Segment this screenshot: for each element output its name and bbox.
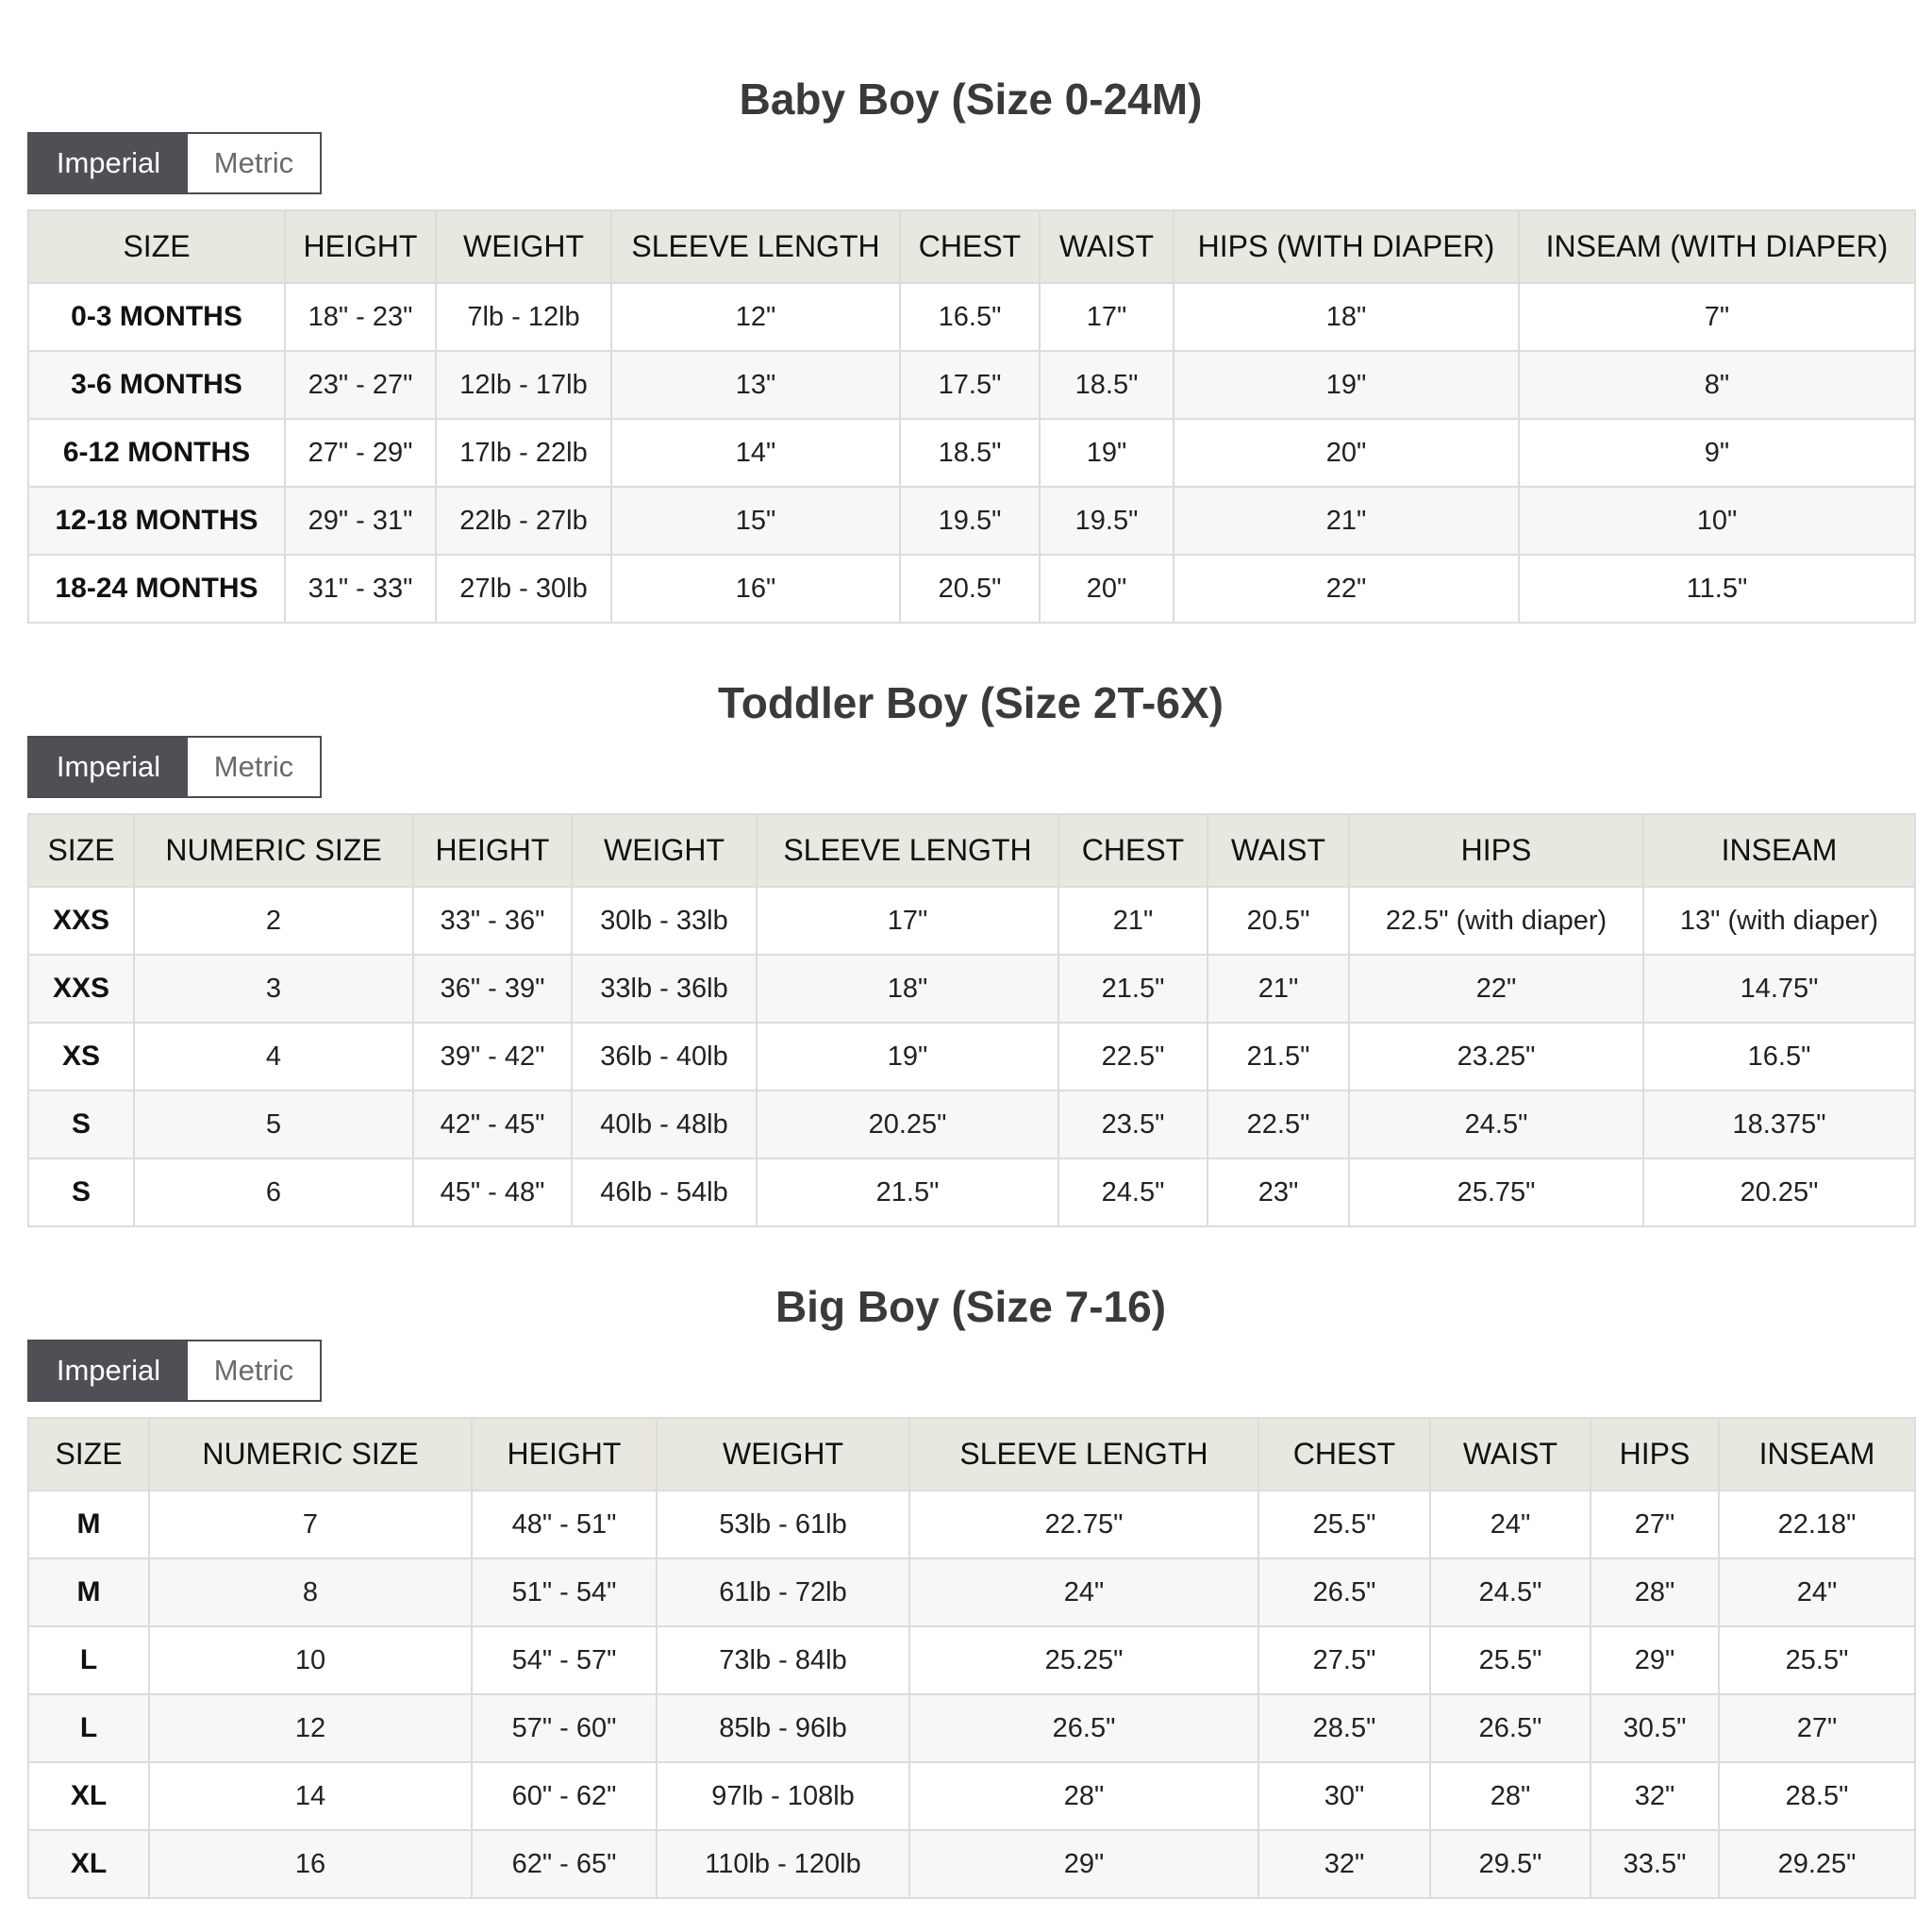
measurement-cell: 22"	[1349, 955, 1643, 1023]
section-title: Baby Boy (Size 0-24M)	[739, 75, 1203, 124]
measurement-cell: 29" - 31"	[285, 487, 436, 555]
measurement-cell: 5	[134, 1091, 413, 1158]
measurement-cell: 33.5"	[1591, 1830, 1719, 1898]
measurement-cell: 7"	[1519, 283, 1915, 351]
measurement-cell: 28.5"	[1258, 1694, 1430, 1762]
measurement-cell: 24.5"	[1349, 1091, 1643, 1158]
measurement-cell: 23.25"	[1349, 1023, 1643, 1091]
size-cell: 6-12 MONTHS	[28, 419, 285, 487]
table-row	[28, 1830, 1915, 1898]
column-header: INSEAM	[1719, 1418, 1915, 1491]
measurement-cell: 30"	[1258, 1762, 1430, 1830]
measurement-cell: 33lb - 36lb	[572, 955, 757, 1023]
measurement-cell: 22.5"	[1058, 1023, 1208, 1091]
measurement-cell: 13" (with diaper)	[1643, 887, 1915, 955]
measurement-cell: 20.5"	[1208, 887, 1349, 955]
measurement-cell: 20.5"	[900, 555, 1040, 623]
measurement-cell: 26.5"	[1430, 1694, 1591, 1762]
measurement-cell: 85lb - 96lb	[657, 1694, 909, 1762]
size-cell: XL	[28, 1762, 149, 1830]
measurement-cell: 39" - 42"	[413, 1023, 572, 1091]
size-cell: L	[28, 1626, 149, 1694]
measurement-cell: 73lb - 84lb	[657, 1626, 909, 1694]
measurement-cell: 36lb - 40lb	[572, 1023, 757, 1091]
measurement-cell: 57" - 60"	[472, 1694, 657, 1762]
measurement-cell: 25.5"	[1430, 1626, 1591, 1694]
measurement-cell: 7	[149, 1491, 472, 1558]
column-header: SIZE	[28, 210, 285, 283]
measurement-cell: 54" - 57"	[472, 1626, 657, 1694]
size-cell: 18-24 MONTHS	[28, 555, 285, 623]
measurement-cell: 16.5"	[1643, 1023, 1915, 1091]
measurement-cell: 8	[149, 1558, 472, 1626]
measurement-cell: 21"	[1208, 955, 1349, 1023]
measurement-cell: 21"	[1174, 487, 1519, 555]
measurement-cell: 22.5" (with diaper)	[1349, 887, 1643, 955]
column-header: WAIST	[1040, 210, 1174, 283]
measurement-cell: 25.75"	[1349, 1158, 1643, 1226]
measurement-cell: 29.25"	[1719, 1830, 1915, 1898]
measurement-cell: 27" - 29"	[285, 419, 436, 487]
measurement-cell: 24"	[909, 1558, 1258, 1626]
measurement-cell: 24"	[1430, 1491, 1591, 1558]
measurement-cell: 27lb - 30lb	[436, 555, 611, 623]
measurement-cell: 17"	[1040, 283, 1174, 351]
measurement-cell: 16"	[611, 555, 900, 623]
measurement-cell: 53lb - 61lb	[657, 1491, 909, 1558]
measurement-cell: 15"	[611, 487, 900, 555]
table-header-row	[28, 210, 1915, 283]
measurement-cell: 14"	[611, 419, 900, 487]
measurement-cell: 11.5"	[1519, 555, 1915, 623]
measurement-cell: 4	[134, 1023, 413, 1091]
measurement-cell: 16	[149, 1830, 472, 1898]
unit-toggle	[27, 1340, 322, 1402]
table-row	[28, 283, 1915, 351]
measurement-cell: 18"	[1174, 283, 1519, 351]
size-cell: 0-3 MONTHS	[28, 283, 285, 351]
table-row	[28, 555, 1915, 623]
table-row	[28, 955, 1915, 1023]
size-cell: XS	[28, 1023, 134, 1091]
measurement-cell: 19.5"	[1040, 487, 1174, 555]
table-row	[28, 351, 1915, 419]
table-row	[28, 1626, 1915, 1694]
measurement-cell: 16.5"	[900, 283, 1040, 351]
measurement-cell: 28.5"	[1719, 1762, 1915, 1830]
measurement-cell: 12lb - 17lb	[436, 351, 611, 419]
measurement-cell: 51" - 54"	[472, 1558, 657, 1626]
column-header: WEIGHT	[657, 1418, 909, 1491]
measurement-cell: 19"	[1040, 419, 1174, 487]
column-header: SIZE	[28, 814, 134, 887]
column-header: WAIST	[1430, 1418, 1591, 1491]
big-boy-section	[27, 1274, 1914, 1899]
table-row	[28, 1491, 1915, 1558]
imperial-tab[interactable]: Imperial	[29, 738, 188, 796]
measurement-cell: 42" - 45"	[413, 1091, 572, 1158]
measurement-cell: 22.75"	[909, 1491, 1258, 1558]
column-header: HIPS	[1591, 1418, 1719, 1491]
measurement-cell: 30.5"	[1591, 1694, 1719, 1762]
measurement-cell: 20"	[1174, 419, 1519, 487]
column-header: NUMERIC SIZE	[134, 814, 413, 887]
column-header: HEIGHT	[413, 814, 572, 887]
measurement-cell: 22.18"	[1719, 1491, 1915, 1558]
column-header: SLEEVE LENGTH	[757, 814, 1058, 887]
measurement-cell: 19"	[757, 1023, 1058, 1091]
measurement-cell: 10	[149, 1626, 472, 1694]
measurement-cell: 60" - 62"	[472, 1762, 657, 1830]
measurement-cell: 7lb - 12lb	[436, 283, 611, 351]
measurement-cell: 21.5"	[1058, 955, 1208, 1023]
size-table	[27, 209, 1916, 624]
measurement-cell: 27"	[1591, 1491, 1719, 1558]
measurement-cell: 23.5"	[1058, 1091, 1208, 1158]
unit-toggle	[27, 736, 322, 798]
measurement-cell: 31" - 33"	[285, 555, 436, 623]
measurement-cell: 8"	[1519, 351, 1915, 419]
measurement-cell: 23" - 27"	[285, 351, 436, 419]
table-header-row	[28, 814, 1915, 887]
measurement-cell: 21.5"	[757, 1158, 1058, 1226]
column-header: INSEAM	[1643, 814, 1915, 887]
measurement-cell: 22lb - 27lb	[436, 487, 611, 555]
size-cell: 3-6 MONTHS	[28, 351, 285, 419]
measurement-cell: 18" - 23"	[285, 283, 436, 351]
measurement-cell: 22"	[1174, 555, 1519, 623]
measurement-cell: 12"	[611, 283, 900, 351]
size-cell: L	[28, 1694, 149, 1762]
measurement-cell: 3	[134, 955, 413, 1023]
measurement-cell: 21"	[1058, 887, 1208, 955]
measurement-cell: 48" - 51"	[472, 1491, 657, 1558]
measurement-cell: 29.5"	[1430, 1830, 1591, 1898]
measurement-cell: 24"	[1719, 1558, 1915, 1626]
measurement-cell: 20.25"	[1643, 1158, 1915, 1226]
table-row	[28, 1023, 1915, 1091]
measurement-cell: 32"	[1591, 1762, 1719, 1830]
measurement-cell: 13"	[611, 351, 900, 419]
measurement-cell: 21.5"	[1208, 1023, 1349, 1091]
measurement-cell: 18"	[757, 955, 1058, 1023]
measurement-cell: 10"	[1519, 487, 1915, 555]
metric-tab[interactable]: Metric	[188, 134, 320, 192]
imperial-tab[interactable]: Imperial	[29, 134, 188, 192]
column-header: CHEST	[1058, 814, 1208, 887]
measurement-cell: 22.5"	[1208, 1091, 1349, 1158]
section-title: Toddler Boy (Size 2T-6X)	[718, 678, 1224, 727]
measurement-cell: 6	[134, 1158, 413, 1226]
measurement-cell: 32"	[1258, 1830, 1430, 1898]
metric-tab[interactable]: Metric	[188, 1341, 320, 1400]
measurement-cell: 25.5"	[1258, 1491, 1430, 1558]
measurement-cell: 26.5"	[1258, 1558, 1430, 1626]
measurement-cell: 45" - 48"	[413, 1158, 572, 1226]
size-cell: M	[28, 1558, 149, 1626]
size-cell: S	[28, 1091, 134, 1158]
section-title: Big Boy (Size 7-16)	[774, 1282, 1167, 1331]
measurement-cell: 14.75"	[1643, 955, 1915, 1023]
table-header-row	[28, 1418, 1915, 1491]
column-header: HIPS	[1349, 814, 1643, 887]
table-row	[28, 887, 1915, 955]
column-header: CHEST	[900, 210, 1040, 283]
size-cell: S	[28, 1158, 134, 1226]
measurement-cell: 29"	[1591, 1626, 1719, 1694]
table-row	[28, 1091, 1915, 1158]
column-header: NUMERIC SIZE	[149, 1418, 472, 1491]
measurement-cell: 61lb - 72lb	[657, 1558, 909, 1626]
measurement-cell: 28"	[909, 1762, 1258, 1830]
measurement-cell: 17lb - 22lb	[436, 419, 611, 487]
measurement-cell: 26.5"	[909, 1694, 1258, 1762]
measurement-cell: 18.5"	[1040, 351, 1174, 419]
measurement-cell: 110lb - 120lb	[657, 1830, 909, 1898]
measurement-cell: 62" - 65"	[472, 1830, 657, 1898]
measurement-cell: 27.5"	[1258, 1626, 1430, 1694]
measurement-cell: 17"	[757, 887, 1058, 955]
size-table	[27, 1417, 1916, 1899]
table-row	[28, 1762, 1915, 1830]
measurement-cell: 27"	[1719, 1694, 1915, 1762]
metric-tab[interactable]: Metric	[188, 738, 320, 796]
column-header: WAIST	[1208, 814, 1349, 887]
size-cell: XXS	[28, 887, 134, 955]
size-cell: 12-18 MONTHS	[28, 487, 285, 555]
measurement-cell: 12	[149, 1694, 472, 1762]
unit-toggle	[27, 132, 322, 194]
table-row	[28, 1158, 1915, 1226]
measurement-cell: 28"	[1430, 1762, 1591, 1830]
column-header: WEIGHT	[572, 814, 757, 887]
baby-boy-section	[27, 66, 1914, 624]
column-header: INSEAM (WITH DIAPER)	[1519, 210, 1915, 283]
column-header: SIZE	[28, 1418, 149, 1491]
measurement-cell: 25.5"	[1719, 1626, 1915, 1694]
measurement-cell: 28"	[1591, 1558, 1719, 1626]
measurement-cell: 14	[149, 1762, 472, 1830]
size-cell: XL	[28, 1830, 149, 1898]
measurement-cell: 97lb - 108lb	[657, 1762, 909, 1830]
toddler-boy-section	[27, 670, 1914, 1227]
measurement-cell: 20.25"	[757, 1091, 1058, 1158]
measurement-cell: 46lb - 54lb	[572, 1158, 757, 1226]
measurement-cell: 17.5"	[900, 351, 1040, 419]
imperial-tab[interactable]: Imperial	[29, 1341, 188, 1400]
measurement-cell: 19.5"	[900, 487, 1040, 555]
size-cell: XXS	[28, 955, 134, 1023]
measurement-cell: 24.5"	[1058, 1158, 1208, 1226]
size-cell: M	[28, 1491, 149, 1558]
column-header: SLEEVE LENGTH	[611, 210, 900, 283]
column-header: SLEEVE LENGTH	[909, 1418, 1258, 1491]
measurement-cell: 18.375"	[1643, 1091, 1915, 1158]
measurement-cell: 2	[134, 887, 413, 955]
table-row	[28, 1558, 1915, 1626]
size-table	[27, 813, 1916, 1227]
column-header: WEIGHT	[436, 210, 611, 283]
measurement-cell: 40lb - 48lb	[572, 1091, 757, 1158]
column-header: HIPS (WITH DIAPER)	[1174, 210, 1519, 283]
measurement-cell: 9"	[1519, 419, 1915, 487]
table-row	[28, 419, 1915, 487]
measurement-cell: 29"	[909, 1830, 1258, 1898]
measurement-cell: 20"	[1040, 555, 1174, 623]
measurement-cell: 36" - 39"	[413, 955, 572, 1023]
measurement-cell: 23"	[1208, 1158, 1349, 1226]
measurement-cell: 30lb - 33lb	[572, 887, 757, 955]
table-row	[28, 1694, 1915, 1762]
measurement-cell: 33" - 36"	[413, 887, 572, 955]
measurement-cell: 19"	[1174, 351, 1519, 419]
measurement-cell: 18.5"	[900, 419, 1040, 487]
column-header: HEIGHT	[472, 1418, 657, 1491]
table-row	[28, 487, 1915, 555]
column-header: CHEST	[1258, 1418, 1430, 1491]
measurement-cell: 25.25"	[909, 1626, 1258, 1694]
measurement-cell: 24.5"	[1430, 1558, 1591, 1626]
column-header: HEIGHT	[285, 210, 436, 283]
